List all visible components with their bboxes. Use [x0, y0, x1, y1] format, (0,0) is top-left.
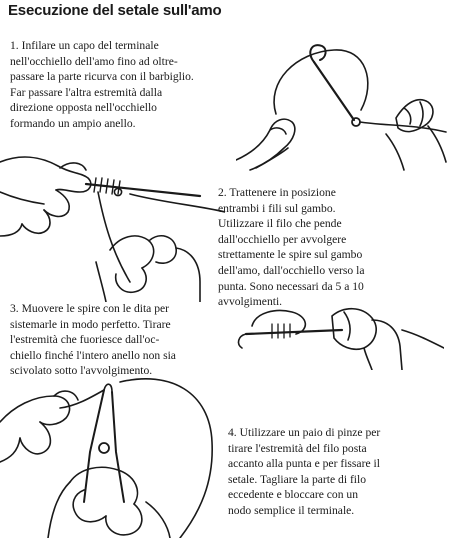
step-1-text: [10, 38, 194, 132]
step-3-line: sistemarle in modo perfetto. Tirare: [10, 317, 171, 331]
step-2-line: strettamente le spire sul gambo: [218, 248, 363, 262]
step-2-line: avvolgimenti.: [218, 295, 283, 309]
step-2-line: entrambi i fili sul gambo.: [218, 201, 336, 215]
step-1-line: formando un ampio anello.: [10, 116, 136, 130]
step-3-text: [10, 301, 176, 379]
step-1-line: direzione opposta nell'occhiello: [10, 101, 157, 115]
step-4-line: setale. Tagliare la parte di filo: [228, 472, 367, 486]
step-2-line: 2. Trattenere in posizione: [218, 186, 336, 199]
step-2-line: dall'occhiello per avvolgere: [218, 232, 347, 246]
illustration-step-1: [236, 22, 448, 172]
page-title: Esecuzione del setale sull'amo: [8, 2, 222, 19]
step-4-line: tirare l'estremità del filo posta: [228, 441, 367, 455]
illustration-step-4: [0, 352, 222, 538]
step-2-line: punta. Sono necessari da 5 a 10: [218, 279, 364, 293]
step-2-line: Utilizzare il filo che pende: [218, 217, 342, 231]
step-4-line: eccedente e bloccare con un: [228, 488, 359, 502]
step-3-line: chiello finché l'intero anello non sia: [10, 348, 176, 362]
step-3-line: 3. Muovere le spire con le dita per: [10, 302, 170, 315]
step-2-text: [218, 185, 364, 310]
step-4-line: nodo semplice il terminale.: [228, 503, 355, 517]
step-3-line: scivolato sotto l'avvolgimento.: [10, 364, 153, 378]
step-1-line: nell'occhiello dell'amo fino ad oltre-: [10, 54, 178, 68]
step-4-line: 4. Utilizzare un paio di pinze per: [228, 426, 381, 439]
step-3-line: l'estremità che fuoriesce dall'oc-: [10, 333, 160, 347]
illustration-step-2: [0, 132, 225, 302]
step-4-line: accanto alla punta e per fissare il: [228, 457, 380, 471]
step-2-line: dell'amo, dall'occhiello verso la: [218, 263, 365, 277]
step-1-line: Far passare l'altra estremità dalla: [10, 85, 163, 99]
step-1-line: 1. Infilare un capo del terminale: [10, 39, 159, 52]
step-4-text: [228, 425, 380, 519]
step-1-line: passare la parte ricurva con il barbiglio.: [10, 70, 194, 84]
